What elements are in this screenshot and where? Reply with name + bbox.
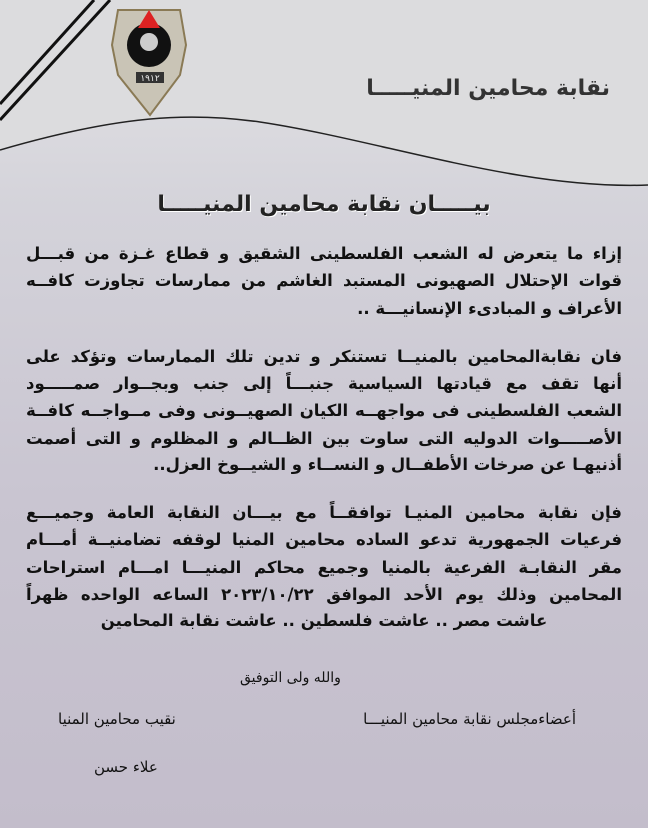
paragraph-2-line: أنها تقف مع قيادتها السياسية جنبـــاً إلى جنب وبجــوار صمـــــود	[26, 374, 622, 393]
document-title: بيـــــان نقابة محامين المنيـــــا	[157, 192, 491, 217]
head-title: نقيب محامين المنيا	[58, 710, 176, 728]
header-title: نقابة محامين المنيـــــا	[366, 76, 610, 101]
closing-phrase: والله ولى التوفيق	[240, 670, 341, 686]
paragraph-3-line: فإن نقابة محامين المنيـا توافقــاً مع بيـــان النقابة العامة وجميـــع	[26, 503, 622, 522]
paragraph-3-line: مقر النقابـة الفرعية بالمنيا وجميع محاكم المنيـــا امـــام استراحات	[26, 558, 622, 577]
paragraph-2-line: الشعب الفلسطينى فى مواجهــه الكيان الصهيــونى وفى مــواجــه كافــة	[26, 401, 622, 420]
head-name: علاء حسن	[94, 758, 158, 776]
paragraph-3-line: المحامين وذلك يوم الأحد الموافق ٢٠٢٣/١٠/٢٢ الساعه الواحده ظهراً	[26, 585, 622, 604]
paragraph-1-line: قوات الإحتلال الصهيونى المستبد الغاشم من ممارسات تجاوزت كافــه	[26, 271, 622, 290]
paragraph-3-line: فرعيات الجمهورية تدعو الساده محامين المنيا لوقفه تضامنيــة أمـــام	[26, 530, 622, 549]
paragraph-2-line: أذنيهـا عن صرخات الأطفــال و النســاء و الشيــوخ العزل..	[153, 455, 622, 474]
paragraph-2-line: الأصـــــوات الدوليه التى ساوت بين الظــالم و المظلوم و التى أصمت	[26, 429, 622, 448]
council-signature: أعضاءمجلس نقابة محامين المنيـــا	[363, 710, 576, 728]
paragraph-1-line: إزاء ما يتعرض له الشعب الفلسطينى الشقيق و قطاع غـزة من قبـــل	[26, 244, 622, 263]
paragraph-3-line: عاشت مصر .. عاشت فلسطين .. عاشت نقابة المحامين	[100, 611, 548, 630]
paragraph-2-line: فان نقابةالمحامين بالمنيــا تستنكر و تدين تلك الممارسات وتؤكد على	[26, 347, 622, 366]
paragraph-1-line: الأعراف و المبادىء الإنسانيـــة ..	[357, 299, 622, 318]
svg-text:١٩١٢: ١٩١٢	[140, 74, 160, 84]
